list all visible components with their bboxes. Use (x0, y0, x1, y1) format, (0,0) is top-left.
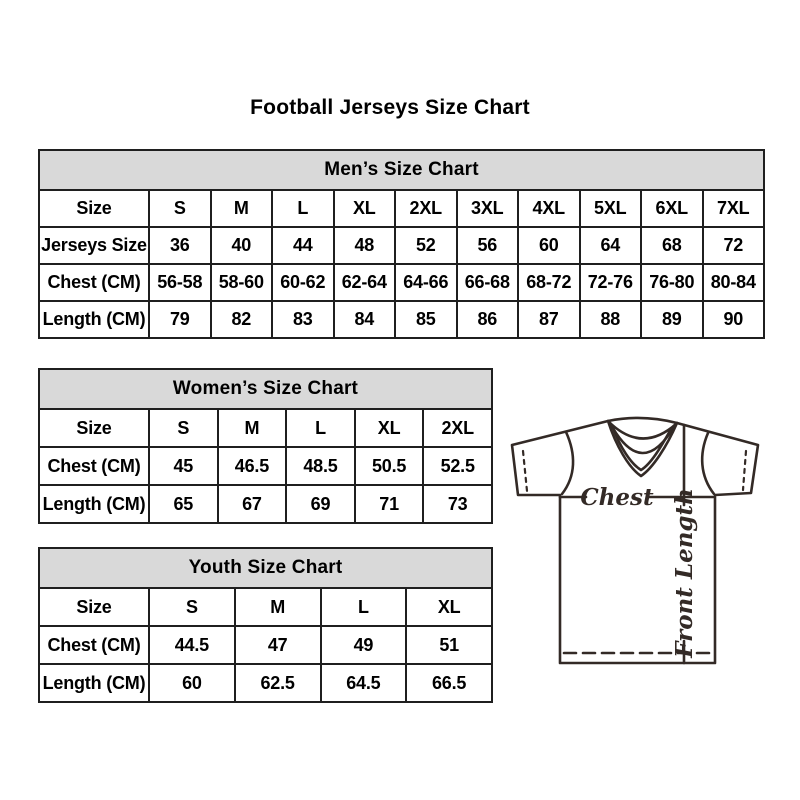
mens-table-head (39, 150, 764, 190)
left-cuff-dashed-line (523, 451, 527, 491)
mens-table-body (39, 190, 764, 338)
left-sleeve-seam (562, 432, 573, 494)
size-value-cell: 60-62 (272, 264, 334, 301)
size-value-cell: XL (406, 588, 492, 626)
youth-row (39, 626, 492, 664)
size-value-cell: S (149, 190, 211, 227)
youth-row (39, 664, 492, 702)
size-value-cell: 46.5 (218, 447, 287, 485)
youth-table-head (39, 548, 492, 588)
women-row (39, 447, 492, 485)
size-value-cell: 71 (355, 485, 424, 523)
size-value-cell: 52.5 (423, 447, 492, 485)
womens-table-head (39, 369, 492, 409)
size-value-cell: 64 (580, 227, 642, 264)
size-value-cell: 84 (334, 301, 396, 338)
size-value-cell: 82 (211, 301, 273, 338)
size-value-cell: 58-60 (211, 264, 273, 301)
size-value-cell: 90 (703, 301, 765, 338)
row-label: Length (CM) (39, 664, 149, 702)
mens-table-header: Men’s Size Chart (39, 150, 764, 190)
size-value-cell: 50.5 (355, 447, 424, 485)
size-value-cell: 72 (703, 227, 765, 264)
size-value-cell: 47 (235, 626, 321, 664)
size-value-cell: 6XL (641, 190, 703, 227)
size-value-cell: 76-80 (641, 264, 703, 301)
right-cuff-dashed-line (743, 451, 746, 490)
collar-top-edge (608, 418, 677, 423)
size-value-cell: 65 (149, 485, 218, 523)
size-value-cell: 60 (518, 227, 580, 264)
size-value-cell: 5XL (580, 190, 642, 227)
size-value-cell: 4XL (518, 190, 580, 227)
size-value-cell: S (149, 588, 235, 626)
row-label: Length (CM) (39, 301, 149, 338)
womens-table-body (39, 409, 492, 523)
youth-table-header: Youth Size Chart (39, 548, 492, 588)
mens-table-header-row (39, 150, 764, 190)
size-value-cell: 68 (641, 227, 703, 264)
youth-row (39, 588, 492, 626)
row-label: Jerseys Size (39, 227, 149, 264)
womens-table-header-row (39, 369, 492, 409)
row-label: Size (39, 588, 149, 626)
youth-size-table (38, 547, 493, 703)
size-value-cell: 48 (334, 227, 396, 264)
size-value-cell: 49 (321, 626, 407, 664)
front-length-label: Front Length (671, 488, 698, 658)
jersey-measurement-diagram (500, 402, 772, 674)
size-value-cell: 66-68 (457, 264, 519, 301)
right-sleeve-seam (702, 433, 714, 494)
size-value-cell: 51 (406, 626, 492, 664)
size-value-cell: 80-84 (703, 264, 765, 301)
size-value-cell: XL (334, 190, 396, 227)
mens-size-table (38, 149, 765, 339)
size-value-cell: 79 (149, 301, 211, 338)
size-value-cell: 64.5 (321, 664, 407, 702)
page-title: Football Jerseys Size Chart (250, 96, 530, 119)
size-value-cell: XL (355, 409, 424, 447)
women-row (39, 409, 492, 447)
size-value-cell: 2XL (423, 409, 492, 447)
size-value-cell: 89 (641, 301, 703, 338)
men-row (39, 301, 764, 338)
size-value-cell: M (218, 409, 287, 447)
size-value-cell: 64-66 (395, 264, 457, 301)
size-value-cell: M (211, 190, 273, 227)
size-value-cell: 83 (272, 301, 334, 338)
size-value-cell: 48.5 (286, 447, 355, 485)
size-value-cell: 45 (149, 447, 218, 485)
women-row (39, 485, 492, 523)
men-row (39, 264, 764, 301)
size-value-cell: 85 (395, 301, 457, 338)
size-value-cell: 73 (423, 485, 492, 523)
size-value-cell: 3XL (457, 190, 519, 227)
row-label: Chest (CM) (39, 264, 149, 301)
size-value-cell: 62.5 (235, 664, 321, 702)
size-value-cell: 52 (395, 227, 457, 264)
size-value-cell: 7XL (703, 190, 765, 227)
size-value-cell: 87 (518, 301, 580, 338)
size-value-cell: 88 (580, 301, 642, 338)
row-label: Size (39, 409, 149, 447)
size-value-cell: 44 (272, 227, 334, 264)
size-value-cell: 56-58 (149, 264, 211, 301)
size-value-cell: 2XL (395, 190, 457, 227)
size-value-cell: 44.5 (149, 626, 235, 664)
size-value-cell: L (272, 190, 334, 227)
size-value-cell: S (149, 409, 218, 447)
size-value-cell: L (321, 588, 407, 626)
womens-table-header: Women’s Size Chart (39, 369, 492, 409)
size-value-cell: 68-72 (518, 264, 580, 301)
youth-table-body (39, 588, 492, 702)
row-label: Chest (CM) (39, 447, 149, 485)
size-value-cell: 60 (149, 664, 235, 702)
size-value-cell: 86 (457, 301, 519, 338)
youth-table-header-row (39, 548, 492, 588)
womens-size-table (38, 368, 493, 524)
size-value-cell: M (235, 588, 321, 626)
size-value-cell: 66.5 (406, 664, 492, 702)
size-value-cell: 72-76 (580, 264, 642, 301)
men-row (39, 190, 764, 227)
size-value-cell: 40 (211, 227, 273, 264)
size-value-cell: 56 (457, 227, 519, 264)
size-value-cell: 36 (149, 227, 211, 264)
size-value-cell: 69 (286, 485, 355, 523)
jersey-outline (512, 421, 758, 663)
row-label: Length (CM) (39, 485, 149, 523)
size-value-cell: L (286, 409, 355, 447)
size-value-cell: 67 (218, 485, 287, 523)
row-label: Size (39, 190, 149, 227)
chest-label: Chest (580, 484, 654, 511)
row-label: Chest (CM) (39, 626, 149, 664)
size-value-cell: 62-64 (334, 264, 396, 301)
men-row (39, 227, 764, 264)
